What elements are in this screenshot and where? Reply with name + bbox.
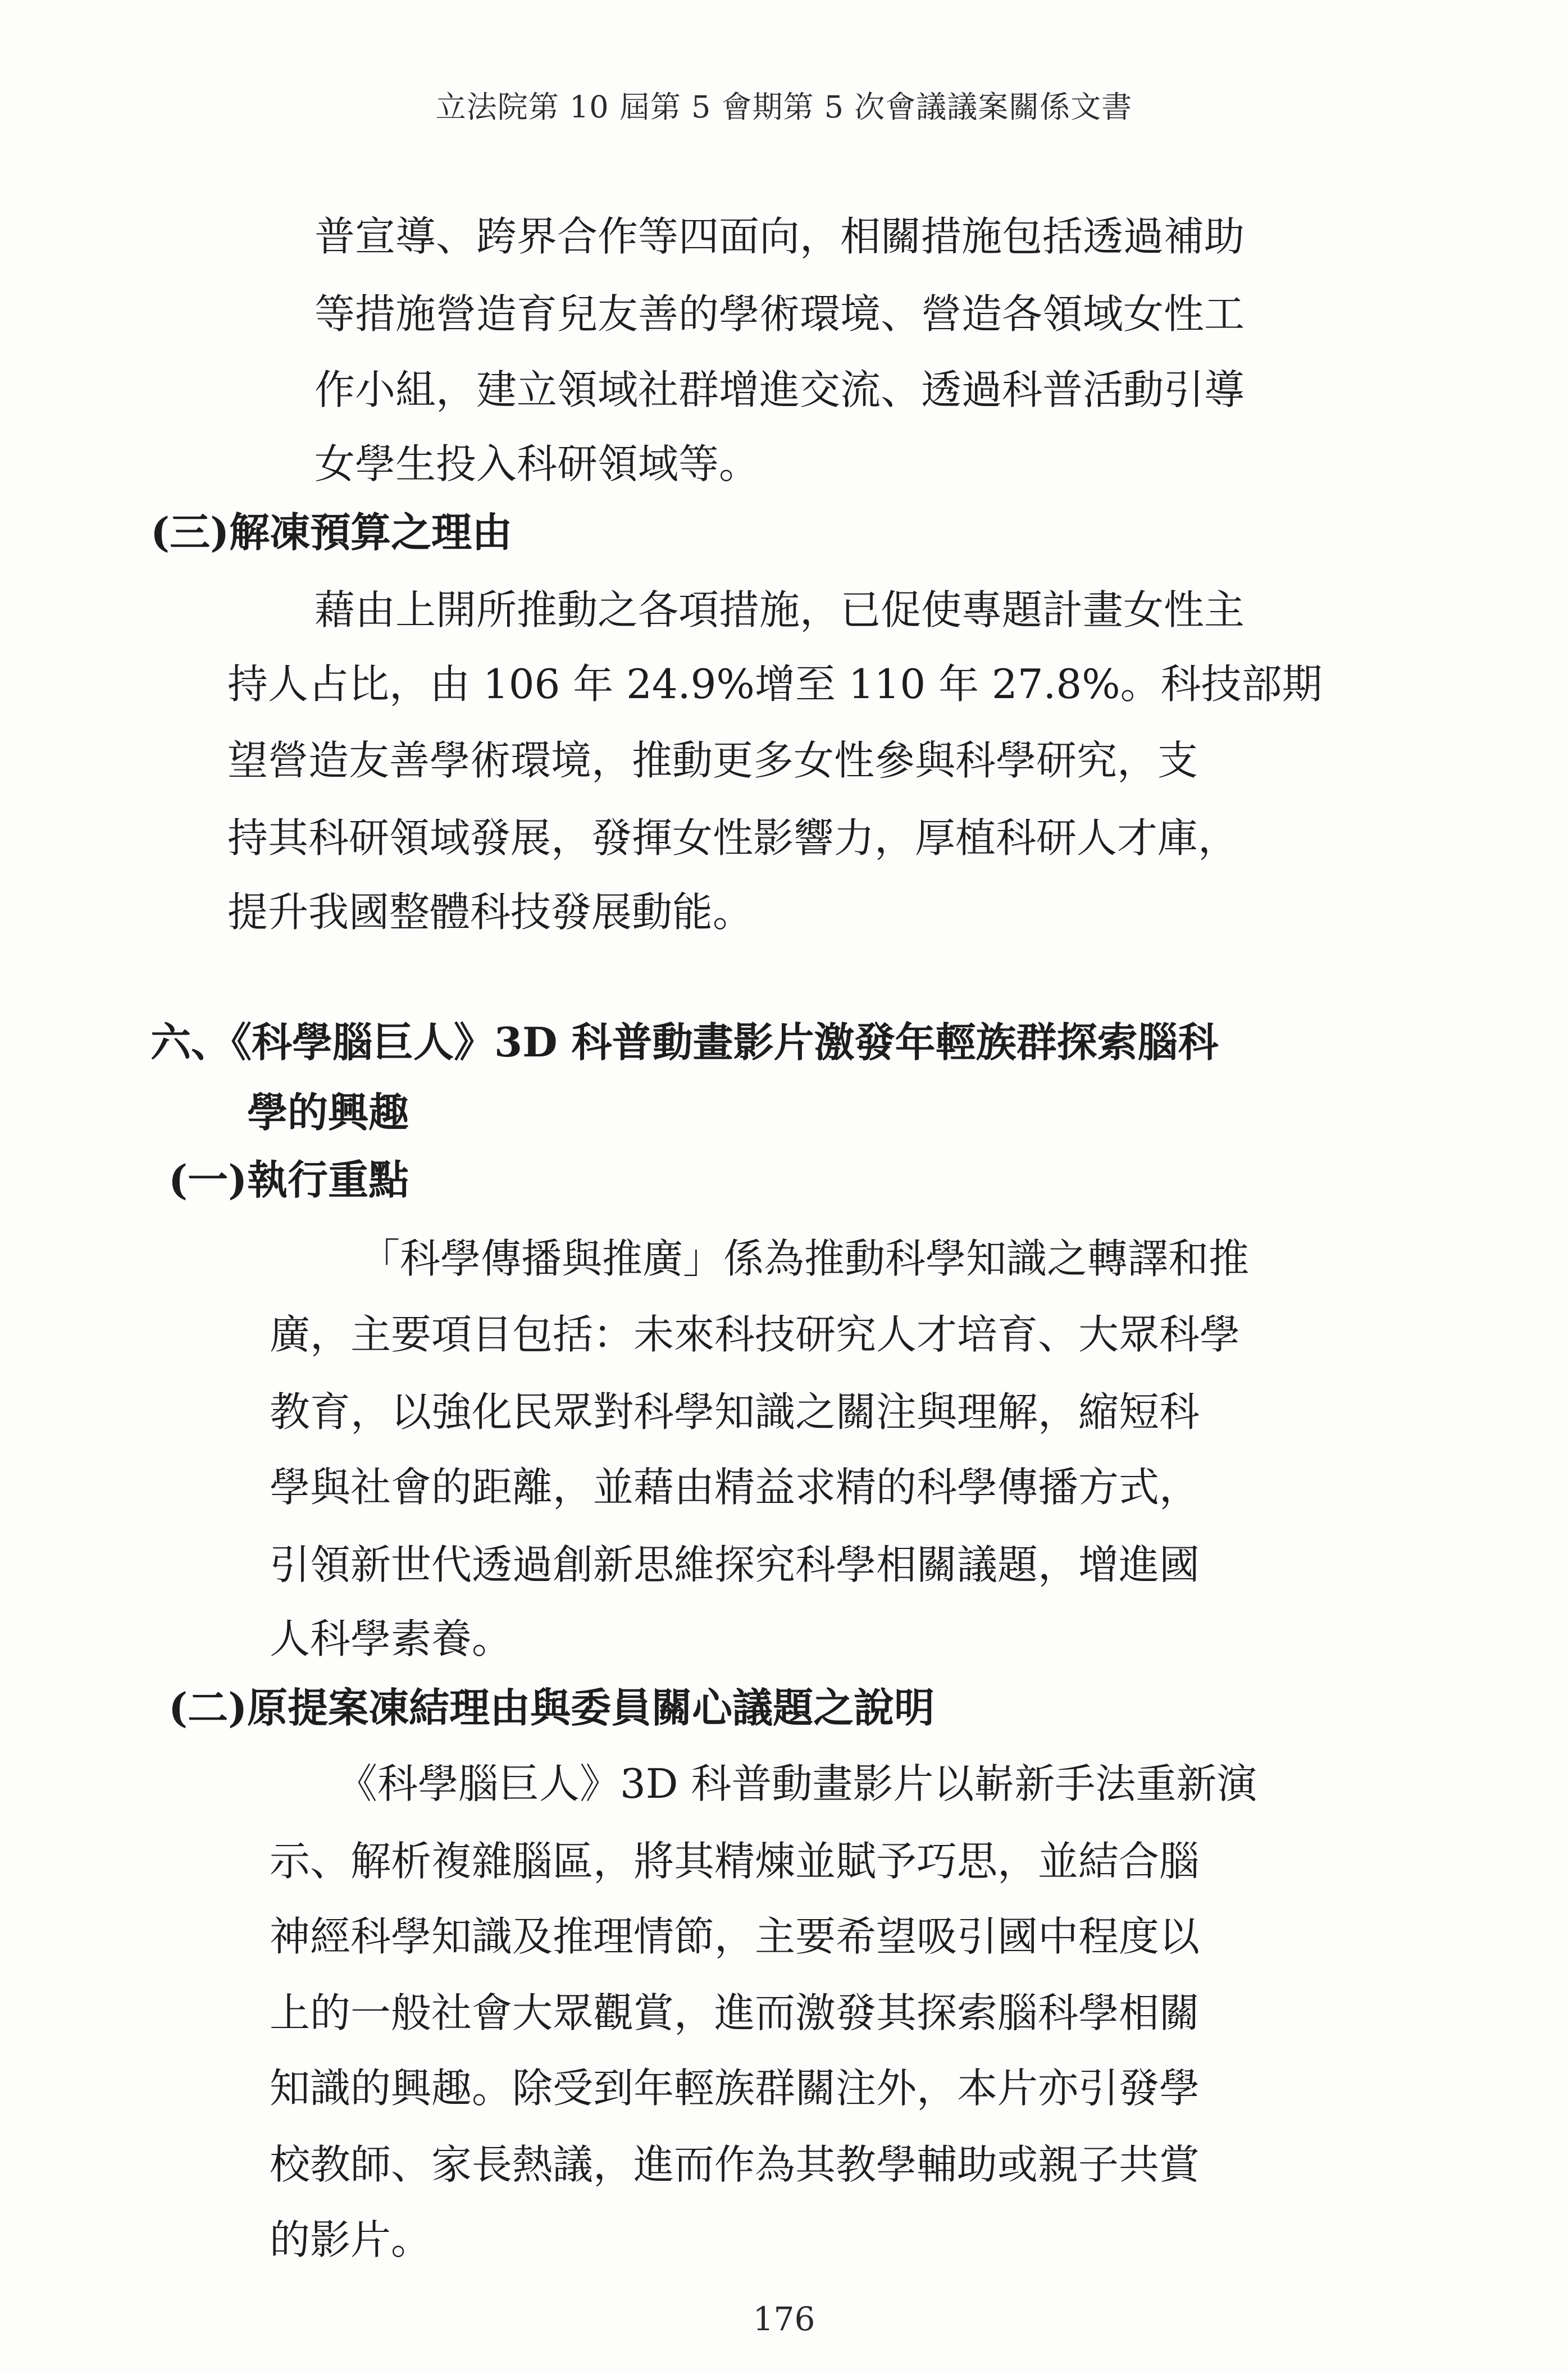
paragraph-line: 作小組，建立領域社群增進交流、透過科普活動引導 <box>314 366 1245 413</box>
paragraph-line: 「科學傳播與推廣」係為推動科學知識之轉譯和推 <box>359 1235 1250 1282</box>
subsection-heading: (二)原提案凍結理由與委員關心議題之說明 <box>168 1684 935 1731</box>
subsection-heading: (一)執行重點 <box>168 1156 409 1204</box>
paragraph-line: 持人占比，由 106 年 24.9%增至 110 年 27.8%。科技部期 <box>227 660 1323 708</box>
paragraph-line: 學與社會的距離，並藉由精益求精的科學傳播方式， <box>270 1464 1200 1511</box>
page-number: 176 <box>753 2300 815 2338</box>
paragraph-line: 的影片。 <box>270 2216 432 2263</box>
paragraph-line: 上的一般社會大眾觀賞，進而激發其探索腦科學相關 <box>270 1989 1200 2036</box>
subsection-heading: (三)解凍預算之理由 <box>151 508 513 556</box>
paragraph-line: 教育，以強化民眾對科學知識之關注與理解，縮短科 <box>270 1388 1200 1436</box>
paragraph-line: 引領新世代透過創新思維探究科學相關議題，增進國 <box>270 1541 1200 1588</box>
paragraph-line: 持其科研領域發展，發揮女性影響力，厚植科研人才庫， <box>227 814 1239 862</box>
paragraph-line: 校教師、家長熱議，進而作為其教學輔助或親子共賞 <box>270 2141 1200 2188</box>
paragraph-line: 示、解析複雜腦區，將其精煉並賦予巧思，並結合腦 <box>270 1838 1200 1885</box>
paragraph-line: 神經科學知識及推理情節，主要希望吸引國中程度以 <box>270 1913 1200 1960</box>
paragraph-line: 藉由上開所推動之各項措施，已促使專題計畫女性主 <box>314 586 1245 634</box>
paragraph-line: 等措施營造育兒友善的學術環境、營造各領域女性工 <box>314 290 1245 338</box>
paragraph-line: 提升我國整體科技發展動能。 <box>227 888 754 936</box>
paragraph-line: 女學生投入科研領域等。 <box>314 440 760 487</box>
paragraph-line: 望營造友善學術環境，推動更多女性參與科學研究，支 <box>227 737 1198 784</box>
paragraph-line: 《科學腦巨人》3D 科普動畫影片以嶄新手法重新演 <box>337 1760 1257 1807</box>
section-title: 六、《科學腦巨人》3D 科普動畫影片激發年輕族群探索腦科 <box>151 1018 1219 1066</box>
paragraph-line: 廣，主要項目包括：未來科技研究人才培育、大眾科學 <box>270 1311 1241 1358</box>
paragraph-line: 知識的興趣。除受到年輕族群關注外，本片亦引發學 <box>270 2065 1200 2112</box>
running-header: 立法院第 10 屆第 5 會期第 5 次會議議案關係文書 <box>435 89 1133 125</box>
section-title: 學的興趣 <box>247 1088 409 1136</box>
paragraph-line: 普宣導、跨界合作等四面向，相關措施包括透過補助 <box>314 213 1245 260</box>
paragraph-line: 人科學素養。 <box>270 1615 513 1662</box>
